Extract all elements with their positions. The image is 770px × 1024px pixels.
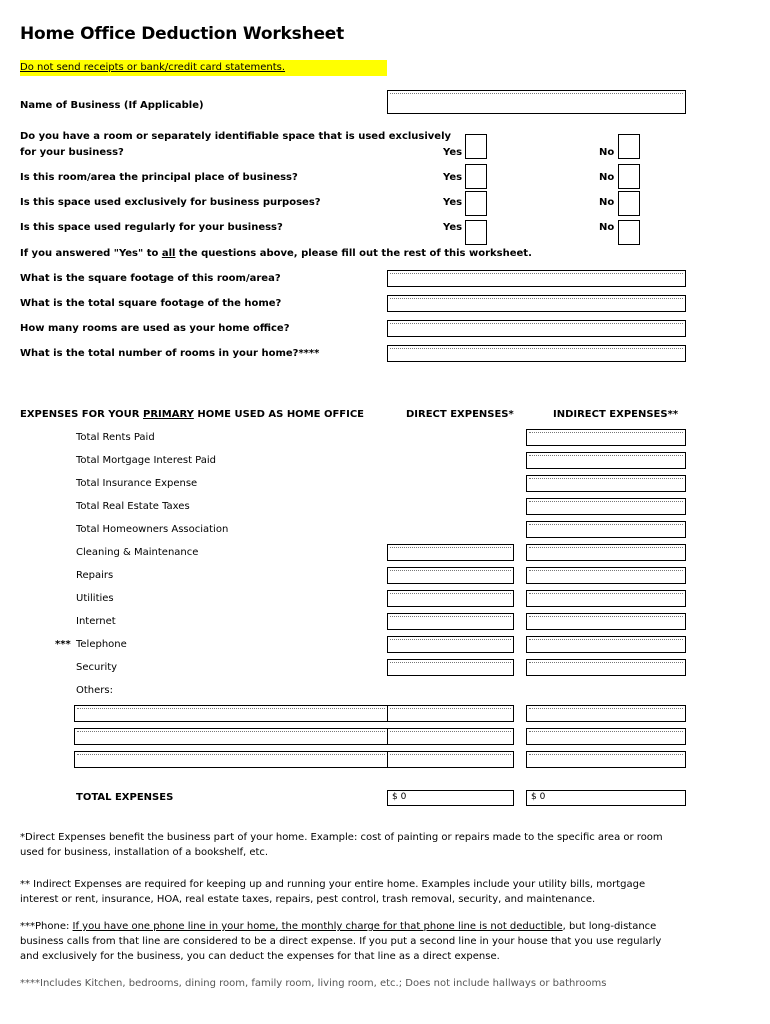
indirect-insurance-field[interactable] — [526, 475, 686, 492]
expenses-header-pre: EXPENSES FOR YOUR — [20, 409, 143, 420]
q4-yes-label: Yes — [443, 222, 463, 233]
footnote-indirect: ** Indirect Expenses are required for keeping up and running your entire home. Examples include your utility bills, mortgage interest or rent, insurance, HOA, real estate taxes, repairs, pest control, trash removal, security, and maintenance. — [20, 879, 646, 905]
question-1-line2: for your business? — [20, 147, 124, 158]
instruction-emphasis: all — [161, 248, 176, 259]
question-2: Is this room/area the principal place of business? — [20, 172, 298, 183]
expense-label-utilities: Utilities — [76, 593, 114, 604]
other-direct-field-2[interactable] — [387, 728, 514, 745]
expense-label-taxes: Total Real Estate Taxes — [76, 501, 190, 512]
indirect-expenses-header: INDIRECT EXPENSES** — [553, 409, 679, 420]
indirect-hoa-field[interactable] — [526, 521, 686, 538]
other-indirect-field-3[interactable] — [526, 751, 686, 768]
expense-label-rents: Total Rents Paid — [76, 432, 155, 443]
q3-no-checkbox[interactable] — [618, 191, 640, 216]
indirect-internet-field[interactable] — [526, 613, 686, 630]
notice-banner — [20, 60, 387, 76]
indirect-total-field[interactable]: $ 0 — [526, 790, 686, 806]
expenses-header — [20, 409, 364, 420]
q2-yes-checkbox[interactable] — [465, 164, 487, 189]
q4-no-checkbox[interactable] — [618, 220, 640, 245]
indirect-cleaning-field[interactable] — [526, 544, 686, 561]
footnote-phone-pre: ***Phone: — [20, 921, 73, 932]
question-3: Is this space used exclusively for business purposes? — [20, 197, 321, 208]
q1-no-checkbox[interactable] — [618, 134, 640, 159]
office-rooms-label: How many rooms are used as your home office? — [20, 323, 290, 334]
expense-label-repairs: Repairs — [76, 570, 114, 581]
indirect-repairs-field[interactable] — [526, 567, 686, 584]
q3-no-label: No — [599, 197, 615, 208]
total-rooms-field[interactable] — [387, 345, 686, 362]
direct-cleaning-field[interactable] — [387, 544, 514, 561]
page-title: Home Office Deduction Worksheet — [20, 24, 345, 44]
square-footage-home-label: What is the total square footage of the home? — [20, 298, 282, 309]
footnote-direct: *Direct Expenses benefit the business part of your home. Example: cost of painting or repairs made to the specific area or room used for business, installation of a bookshelf, etc. — [20, 832, 663, 858]
footnote-phone-emphasis: If you have one phone line in your home, the monthly charge for that phone line is not deductible — [72, 921, 563, 932]
other-direct-field-1[interactable] — [387, 705, 514, 722]
indirect-utilities-field[interactable] — [526, 590, 686, 607]
square-footage-room-label: What is the square footage of this room/area? — [20, 273, 281, 284]
expense-label-internet: Internet — [76, 616, 116, 627]
direct-utilities-field[interactable] — [387, 590, 514, 607]
footnote-rooms: ****Includes Kitchen, bedrooms, dining room, family room, living room, etc.; Does not include hallways or bathrooms — [20, 978, 607, 989]
indirect-taxes-field[interactable] — [526, 498, 686, 515]
expenses-header-post: HOME USED AS HOME OFFICE — [193, 409, 365, 420]
square-footage-home-field[interactable] — [387, 295, 686, 312]
q2-yes-label: Yes — [443, 172, 463, 183]
instruction-post: the questions above, please fill out the rest of this worksheet. — [175, 248, 532, 259]
indirect-security-field[interactable] — [526, 659, 686, 676]
other-direct-field-3[interactable] — [387, 751, 514, 768]
direct-expenses-header: DIRECT EXPENSES* — [406, 409, 514, 420]
q3-yes-checkbox[interactable] — [465, 191, 487, 216]
notice-text: Do not send receipts or bank/credit card statements. — [20, 62, 286, 73]
business-name-label: Name of Business (If Applicable) — [20, 100, 204, 111]
total-rooms-label: What is the total number of rooms in your home?**** — [20, 348, 320, 359]
q4-yes-checkbox[interactable] — [465, 220, 487, 245]
direct-repairs-field[interactable] — [387, 567, 514, 584]
expense-label-hoa: Total Homeowners Association — [76, 524, 229, 535]
other-description-field-2[interactable] — [74, 728, 388, 745]
other-indirect-field-1[interactable] — [526, 705, 686, 722]
expense-label-others: Others: — [76, 685, 113, 696]
question-4: Is this space used regularly for your business? — [20, 222, 283, 233]
q1-no-label: No — [599, 147, 615, 158]
other-indirect-field-2[interactable] — [526, 728, 686, 745]
indirect-mortgage-field[interactable] — [526, 452, 686, 469]
total-expenses-label: TOTAL EXPENSES — [76, 792, 174, 803]
direct-security-field[interactable] — [387, 659, 514, 676]
other-description-field-3[interactable] — [74, 751, 388, 768]
expenses-header-emphasis: PRIMARY — [143, 409, 194, 420]
square-footage-room-field[interactable] — [387, 270, 686, 287]
q2-no-label: No — [599, 172, 615, 183]
q3-yes-label: Yes — [443, 197, 463, 208]
office-rooms-field[interactable] — [387, 320, 686, 337]
q1-yes-checkbox[interactable] — [465, 134, 487, 159]
indirect-telephone-field[interactable] — [526, 636, 686, 653]
footnote-phone-post: , but long-distance business calls from that line are considered to be a direct expense. If you put a second line in your house that you use regularly and exclusively for the business, you can deduct the expenses for that line as a direct expense. — [20, 921, 662, 962]
direct-telephone-field[interactable] — [387, 636, 514, 653]
expense-label-security: Security — [76, 662, 118, 673]
expense-label-insurance: Total Insurance Expense — [76, 478, 198, 489]
direct-total-field[interactable]: $ 0 — [387, 790, 514, 806]
expense-label-cleaning: Cleaning & Maintenance — [76, 547, 199, 558]
q2-no-checkbox[interactable] — [618, 164, 640, 189]
business-name-field[interactable] — [387, 90, 686, 114]
expense-label-telephone: Telephone — [76, 639, 127, 650]
expense-label-mortgage: Total Mortgage Interest Paid — [76, 455, 217, 466]
q1-yes-label: Yes — [443, 147, 463, 158]
question-1-line1: Do you have a room or separately identifiable space that is used exclusively — [20, 131, 452, 142]
footnote-phone — [20, 919, 680, 964]
instruction-text — [20, 248, 532, 259]
direct-internet-field[interactable] — [387, 613, 514, 630]
telephone-marker: *** — [55, 639, 71, 650]
indirect-rents-field[interactable] — [526, 429, 686, 446]
q4-no-label: No — [599, 222, 615, 233]
instruction-pre: If you answered "Yes" to — [20, 248, 162, 259]
other-description-field-1[interactable] — [74, 705, 388, 722]
